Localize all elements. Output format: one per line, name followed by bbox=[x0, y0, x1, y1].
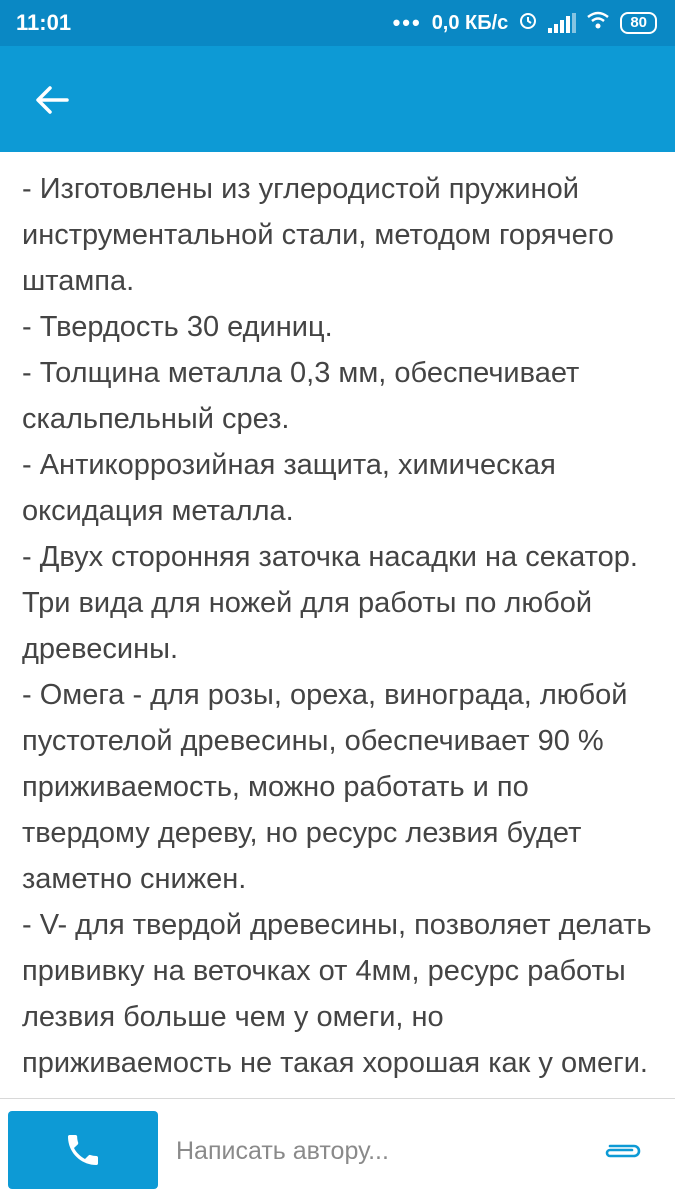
description-line: - Твердость 30 единиц. bbox=[22, 311, 333, 343]
status-time: 11:01 bbox=[16, 10, 72, 35]
signal-icon bbox=[548, 13, 576, 33]
alarm-icon bbox=[518, 10, 538, 36]
notification-dots: ••• bbox=[392, 10, 422, 35]
back-button[interactable] bbox=[24, 72, 80, 128]
attach-button[interactable] bbox=[600, 1131, 644, 1171]
description-line: - Толщина металла 0,3 мм, обеспечивает скальпельный срез. bbox=[22, 357, 580, 435]
description-line: - Омега - для розы, ореха, винограда, любой пустотелой древесины, обеспечивает 90 % приживаемость, можно работать и по твердому дереву, но ресурс лезвия будет заметно снижен. bbox=[22, 679, 628, 895]
description-line: - Изготовлены из углеродистой пружиной инструментальной стали, методом горячего штампа. bbox=[22, 173, 614, 297]
description-text bbox=[0, 152, 675, 1098]
status-bar bbox=[0, 0, 675, 46]
arrow-left-icon bbox=[35, 85, 69, 115]
paperclip-icon bbox=[602, 1140, 642, 1162]
bottom-bar bbox=[0, 1098, 675, 1201]
description-line: - V- для твердой древесины, позволяет делать прививку на веточках от 4мм, ресурс работы лезвия больше чем у омеги, но приживаемость не такая хорошая как у омеги. bbox=[22, 909, 652, 1079]
wifi-icon bbox=[586, 10, 610, 36]
network-speed: 0,0 КБ/с bbox=[431, 11, 509, 34]
description-line: - Антикоррозийная защита, химическая оксидация металла. bbox=[22, 449, 556, 527]
description-line: - Двух сторонняя заточка насадки на секатор. bbox=[22, 541, 638, 573]
call-button[interactable] bbox=[8, 1111, 158, 1189]
status-indicators bbox=[393, 10, 657, 36]
app-bar bbox=[0, 46, 675, 152]
description-line: Три вида для ножей для работы по любой древесины. bbox=[22, 587, 593, 665]
phone-icon bbox=[63, 1130, 103, 1170]
message-author-input[interactable] bbox=[174, 1125, 578, 1177]
battery-indicator: 80 bbox=[620, 12, 657, 34]
